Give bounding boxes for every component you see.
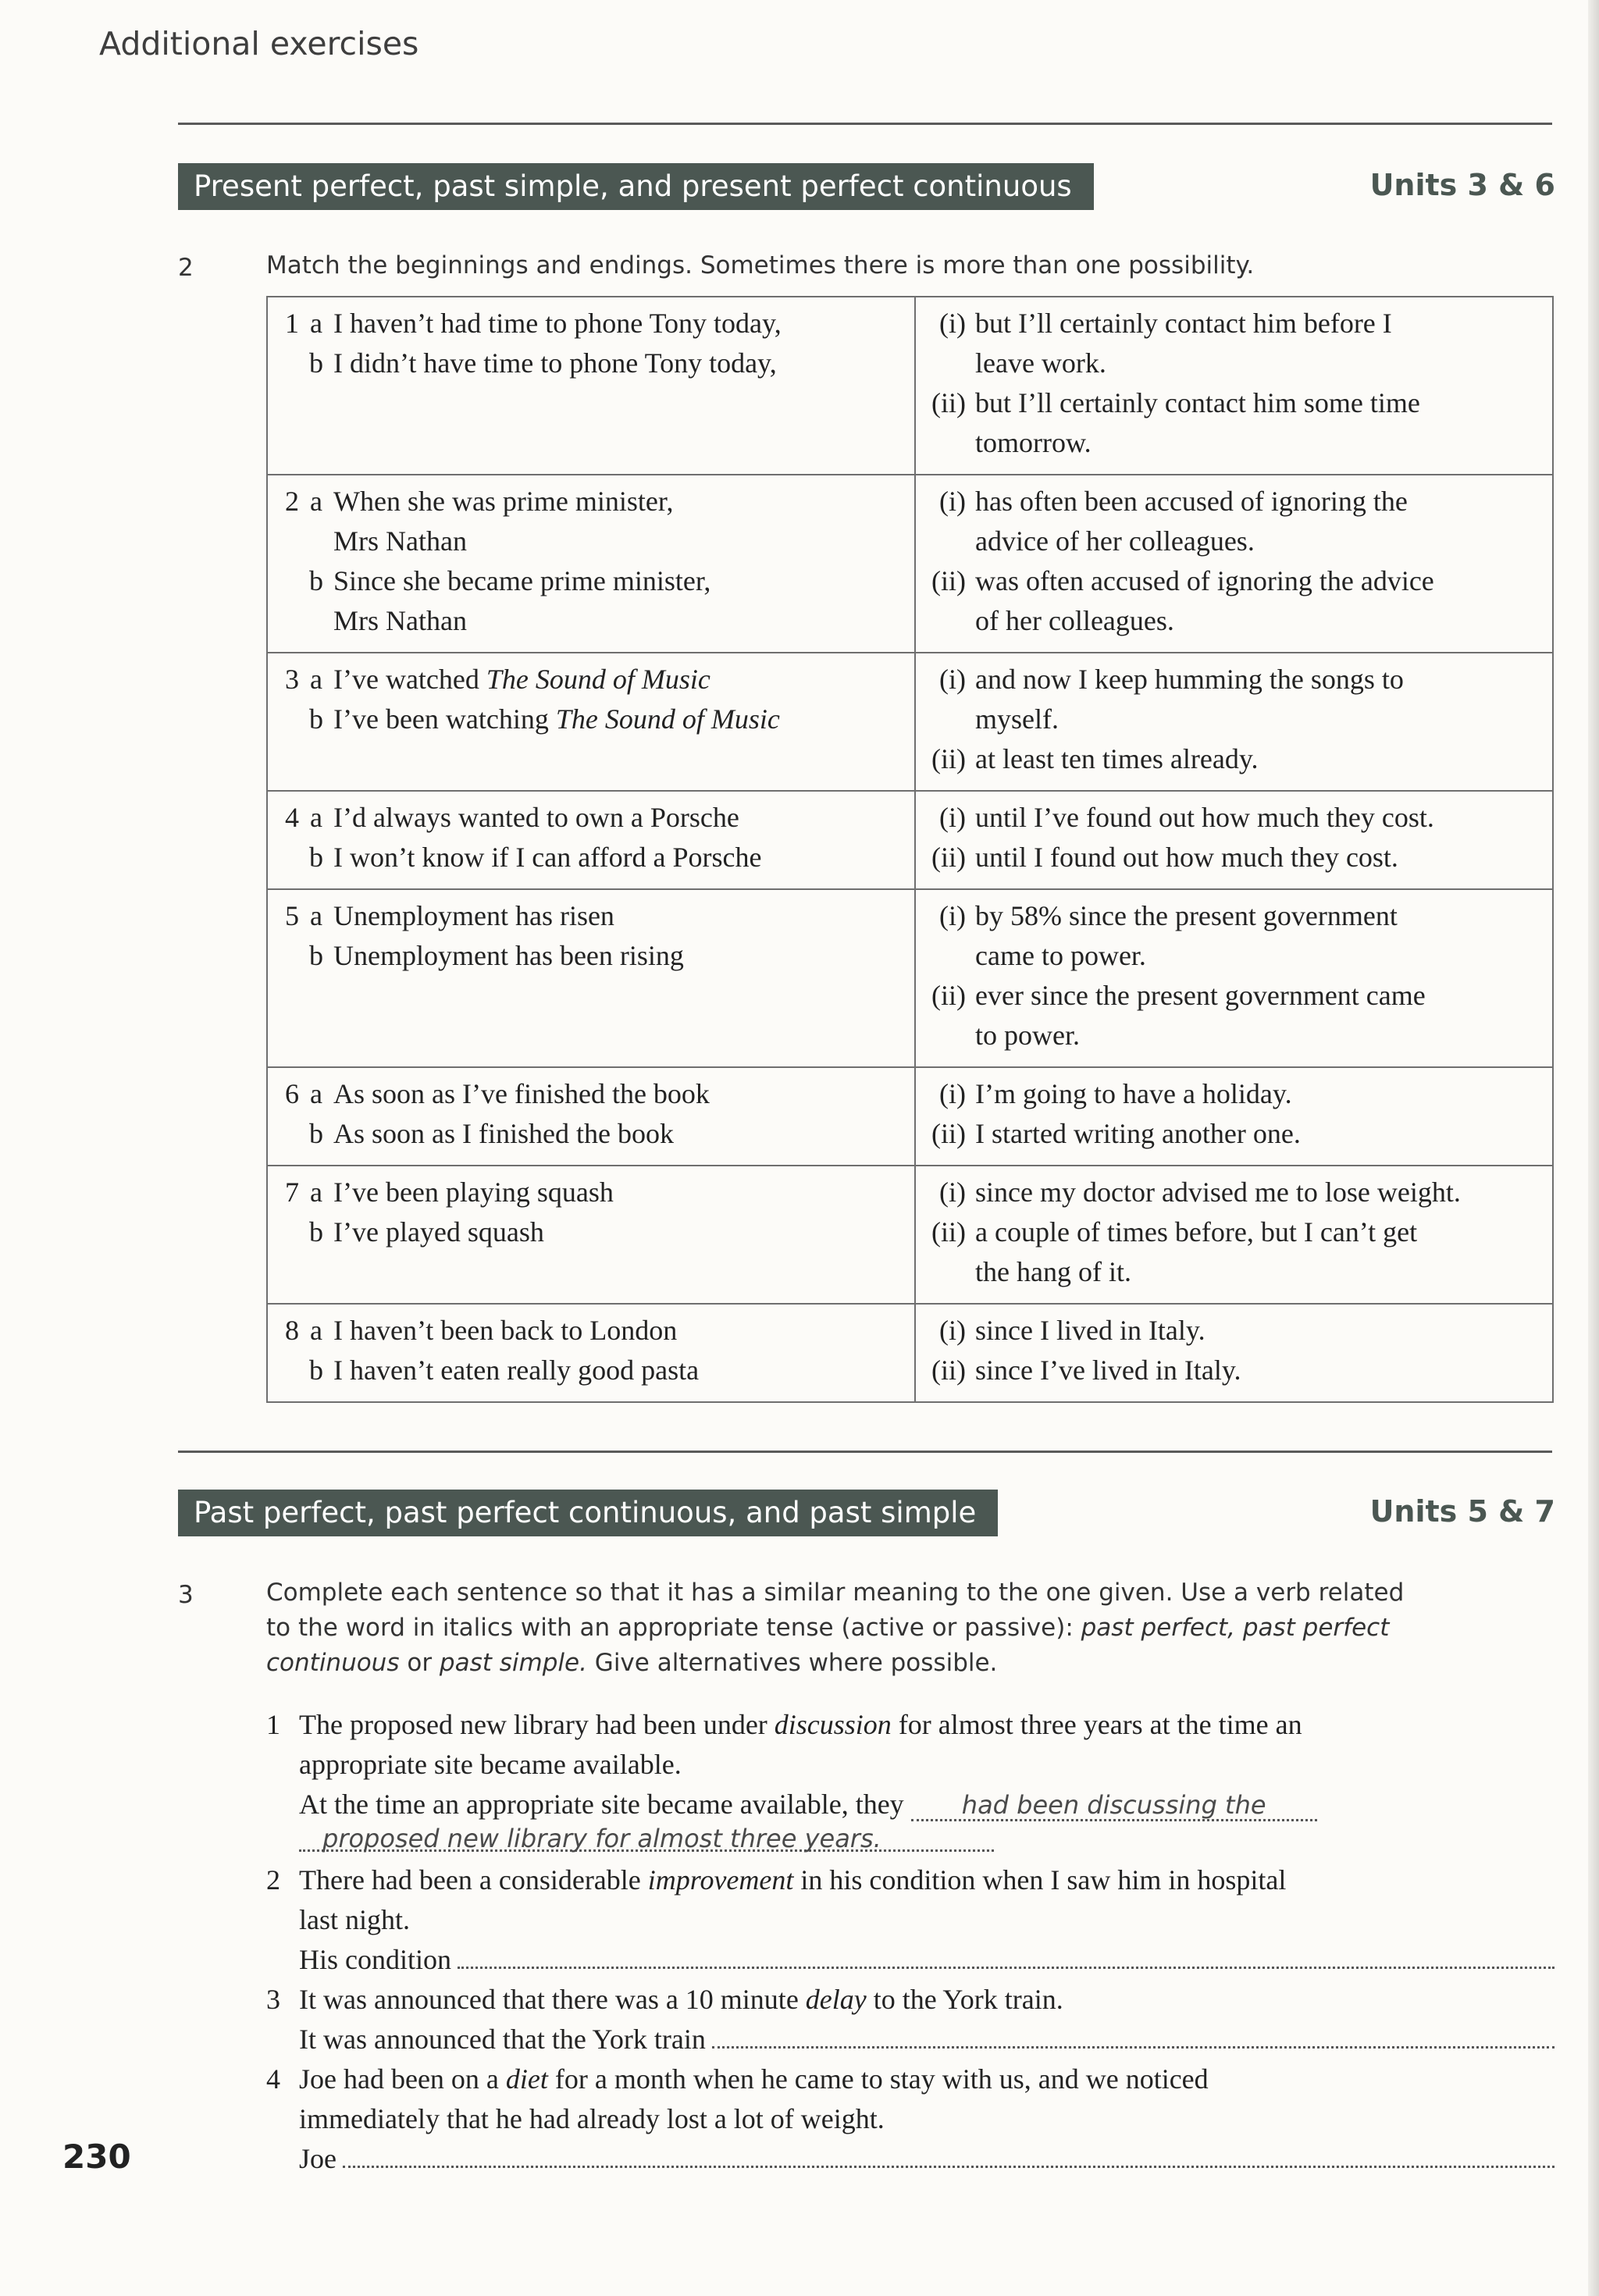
beginnings-cell <box>267 791 915 889</box>
option-letter: a <box>310 664 322 695</box>
table-row <box>267 889 1553 1067</box>
row-number <box>276 1114 299 1154</box>
sentence-beginning: Since she became prime minister, <box>333 565 711 596</box>
option-letter: b <box>309 565 323 596</box>
sentence-beginning: As soon as I finished the book <box>333 1118 674 1149</box>
sentence-ending: and now I keep humming the songs to <box>975 664 1404 695</box>
row-number: 8 <box>285 1315 299 1346</box>
row-number <box>276 344 299 383</box>
sentence-ending: but I’ll certainly contact him before I <box>975 308 1392 339</box>
sentence-ending: since I’ve lived in Italy. <box>975 1354 1241 1386</box>
endings-cell <box>915 1067 1553 1166</box>
option-letter: b <box>309 842 323 873</box>
option-letter: a <box>310 900 322 931</box>
answer-line[interactable] <box>343 2139 1554 2168</box>
table-row <box>267 1067 1553 1166</box>
option-numeral: (ii) <box>931 980 966 1011</box>
sentence-beginning: I’d always wanted to own a Porsche <box>333 802 739 833</box>
sentence-ending: by 58% since the present government <box>975 900 1398 931</box>
beginnings-cell <box>267 889 915 1067</box>
option-letter: b <box>309 1216 323 1248</box>
sentence-ending: I’m going to have a holiday. <box>975 1078 1292 1109</box>
sentence-ending: came to power. <box>975 940 1146 971</box>
table-row <box>267 1166 1553 1304</box>
table-row <box>267 791 1553 889</box>
item-sentence: Joe had been on a diet for a month when he came to stay with us, and we noticed <box>299 2063 1209 2095</box>
sentence-ending: at least ten times already. <box>975 743 1259 774</box>
sentence-beginning: I’ve watched The Sound of Music <box>333 664 710 695</box>
matching-table <box>266 296 1554 1403</box>
endings-cell <box>915 653 1553 791</box>
option-numeral <box>924 936 975 976</box>
option-numeral: (i) <box>939 664 966 695</box>
sentence-ending: of her colleagues. <box>975 605 1174 636</box>
exercise-item <box>266 1705 1554 1853</box>
sentence-beginning: I won’t know if I can afford a Porsche <box>333 842 762 873</box>
item-sentence: immediately that he had already lost a lot of weight. <box>299 2103 885 2134</box>
item-sentence: There had been a considerable improvement in his condition when I saw him in hospital <box>299 1864 1287 1896</box>
beginnings-cell <box>267 653 915 791</box>
row-number: 1 <box>285 308 299 339</box>
item-number: 2 <box>266 1864 280 1896</box>
option-letter: b <box>309 703 323 735</box>
row-number: 7 <box>285 1176 299 1208</box>
exercise-instruction <box>266 1575 1554 1681</box>
table-row <box>267 1304 1553 1402</box>
answer-line[interactable] <box>712 2020 1554 2049</box>
item-prompt[interactable]: His condition <box>299 1940 1554 1980</box>
option-numeral: (ii) <box>931 1216 966 1248</box>
option-numeral <box>924 1252 975 1292</box>
item-sentence: appropriate site became available. <box>299 1749 682 1780</box>
sentence-ending: since my doctor advised me to lose weight. <box>975 1176 1461 1208</box>
sentence-ending: leave work. <box>975 347 1106 379</box>
sentence-ending: a couple of times before, but I can’t get <box>975 1216 1418 1248</box>
section-title-bar: Past perfect, past perfect continuous, and past simple <box>178 1490 993 1536</box>
item-prompt[interactable]: Joe <box>299 2139 1554 2179</box>
option-numeral <box>924 521 975 561</box>
sentence-ending: until I found out how much they cost. <box>975 842 1398 873</box>
beginnings-cell <box>267 1067 915 1166</box>
option-letter: a <box>310 308 322 339</box>
beginnings-cell <box>267 297 915 475</box>
endings-cell <box>915 1166 1553 1304</box>
item-sentence: The proposed new library had been under discussion for almost three years at the time an <box>299 1709 1302 1740</box>
units-label: Units 5 & 7 <box>1369 1494 1555 1529</box>
option-numeral: (ii) <box>931 743 966 774</box>
exercise-number: 3 <box>178 1581 194 1609</box>
option-letter: a <box>310 486 322 517</box>
row-number: 4 <box>285 802 299 833</box>
instruction-line: Complete each sentence so that it has a similar meaning to the one given. Use a verb related <box>266 1579 1405 1607</box>
sentence-beginning: Mrs Nathan <box>333 605 467 636</box>
exercise-item <box>266 1860 1554 1980</box>
endings-cell <box>915 889 1553 1067</box>
option-numeral: (ii) <box>931 387 966 418</box>
handwritten-answer: had been discussing the <box>961 1790 1266 1820</box>
option-numeral <box>924 601 975 641</box>
exercise-instruction: Match the beginnings and endings. Sometimes there is more than one possibility. <box>266 251 1255 279</box>
instruction-line: continuous or past simple. Give alternatives where possible. <box>266 1649 998 1677</box>
option-numeral: (i) <box>939 1078 966 1109</box>
endings-cell <box>915 475 1553 653</box>
option-numeral <box>924 344 975 383</box>
row-number <box>276 1351 299 1390</box>
sentence-beginning: Unemployment has been rising <box>333 940 684 971</box>
item-number: 3 <box>266 1984 280 2015</box>
answer-line[interactable] <box>458 1940 1554 1969</box>
beginnings-cell <box>267 1166 915 1304</box>
option-letter: b <box>309 1354 323 1386</box>
beginnings-cell <box>267 1304 915 1402</box>
option-letter: a <box>310 1078 322 1109</box>
running-header: Additional exercises <box>99 25 419 62</box>
instruction-line: to the word in italics with an appropriate tense (active or passive): past perfect, past perfect <box>266 1614 1390 1642</box>
sentence-beginning: As soon as I’ve finished the book <box>333 1078 710 1109</box>
option-numeral: (i) <box>939 308 966 339</box>
table-row <box>267 475 1553 653</box>
row-number <box>276 1212 299 1252</box>
endings-cell <box>915 1304 1553 1402</box>
item-sentence: last night. <box>299 1904 410 1935</box>
sentence-ending: since I lived in Italy. <box>975 1315 1205 1346</box>
sentence-beginning: I’ve played squash <box>333 1216 544 1248</box>
sentence-ending: ever since the present government came <box>975 980 1426 1011</box>
row-number <box>276 561 299 601</box>
sentence-ending: but I’ll certainly contact him some time <box>975 387 1420 418</box>
section-rule <box>178 1451 1552 1453</box>
option-numeral <box>924 423 975 463</box>
sentence-ending: was often accused of ignoring the advice <box>975 565 1434 596</box>
section-title-bar: Present perfect, past simple, and present perfect continuous <box>178 163 1089 210</box>
option-letter: b <box>309 1118 323 1149</box>
sentence-beginning: I didn’t have time to phone Tony today, <box>333 347 777 379</box>
sentence-beginning: Mrs Nathan <box>333 525 467 557</box>
option-letter: a <box>310 1315 322 1346</box>
sentence-beginning: When she was prime minister, <box>333 486 674 517</box>
page-edge-shadow <box>1588 0 1599 2296</box>
table-row <box>267 653 1553 791</box>
sentence-beginning: Unemployment has risen <box>333 900 614 931</box>
sentence-ending: until I’ve found out how much they cost. <box>975 802 1434 833</box>
sentence-ending: tomorrow. <box>975 427 1092 458</box>
option-numeral: (ii) <box>931 1118 966 1149</box>
beginnings-cell <box>267 475 915 653</box>
sentence-beginning: I’ve been watching The Sound of Music <box>333 703 780 735</box>
option-numeral: (i) <box>939 1176 966 1208</box>
endings-cell <box>915 791 1553 889</box>
page-number: 230 <box>62 2138 131 2176</box>
row-number <box>276 699 299 739</box>
exercise-items <box>266 1705 1554 2179</box>
endings-cell <box>915 297 1553 475</box>
sentence-beginning: I haven’t had time to phone Tony today, <box>333 308 782 339</box>
option-numeral <box>924 1016 975 1055</box>
option-numeral: (ii) <box>931 565 966 596</box>
sentence-ending: I started writing another one. <box>975 1118 1301 1149</box>
option-letter: b <box>309 347 323 379</box>
row-number: 3 <box>285 664 299 695</box>
row-number: 5 <box>285 900 299 931</box>
item-prompt: At the time an appropriate site became available, they had been discussing the <box>299 1785 1554 1824</box>
option-letter: b <box>309 940 323 971</box>
sentence-ending: the hang of it. <box>975 1256 1131 1287</box>
sentence-beginning: I haven’t eaten really good pasta <box>333 1354 700 1386</box>
exercise-number: 2 <box>178 254 194 282</box>
sentence-ending: has often been accused of ignoring the <box>975 486 1408 517</box>
sentence-ending: advice of her colleagues. <box>975 525 1255 557</box>
option-numeral: (ii) <box>931 842 966 873</box>
option-numeral: (i) <box>939 1315 966 1346</box>
row-number: 6 <box>285 1078 299 1109</box>
option-numeral: (i) <box>939 900 966 931</box>
option-numeral <box>924 699 975 739</box>
item-number: 1 <box>266 1709 280 1740</box>
sentence-ending: to power. <box>975 1020 1080 1051</box>
option-numeral: (i) <box>939 486 966 517</box>
row-number <box>276 838 299 877</box>
sentence-beginning: I’ve been playing squash <box>333 1176 614 1208</box>
item-sentence: It was announced that there was a 10 minute delay to the York train. <box>299 1984 1063 2015</box>
item-prompt[interactable]: It was announced that the York train <box>299 2020 1554 2059</box>
handwritten-answer: proposed new library for almost three years. <box>322 1824 881 1853</box>
table-row <box>267 297 1553 475</box>
section-rule <box>178 123 1552 125</box>
option-numeral: (i) <box>939 802 966 833</box>
row-number <box>276 936 299 976</box>
option-letter: a <box>310 1176 322 1208</box>
exercise-item <box>266 2059 1554 2179</box>
item-number: 4 <box>266 2063 280 2095</box>
option-numeral: (ii) <box>931 1354 966 1386</box>
sentence-beginning: I haven’t been back to London <box>333 1315 678 1346</box>
units-label: Units 3 & 6 <box>1369 168 1555 202</box>
option-letter: a <box>310 802 322 833</box>
row-number: 2 <box>285 486 299 517</box>
sentence-ending: myself. <box>975 703 1059 735</box>
exercise-item <box>266 1980 1554 2059</box>
